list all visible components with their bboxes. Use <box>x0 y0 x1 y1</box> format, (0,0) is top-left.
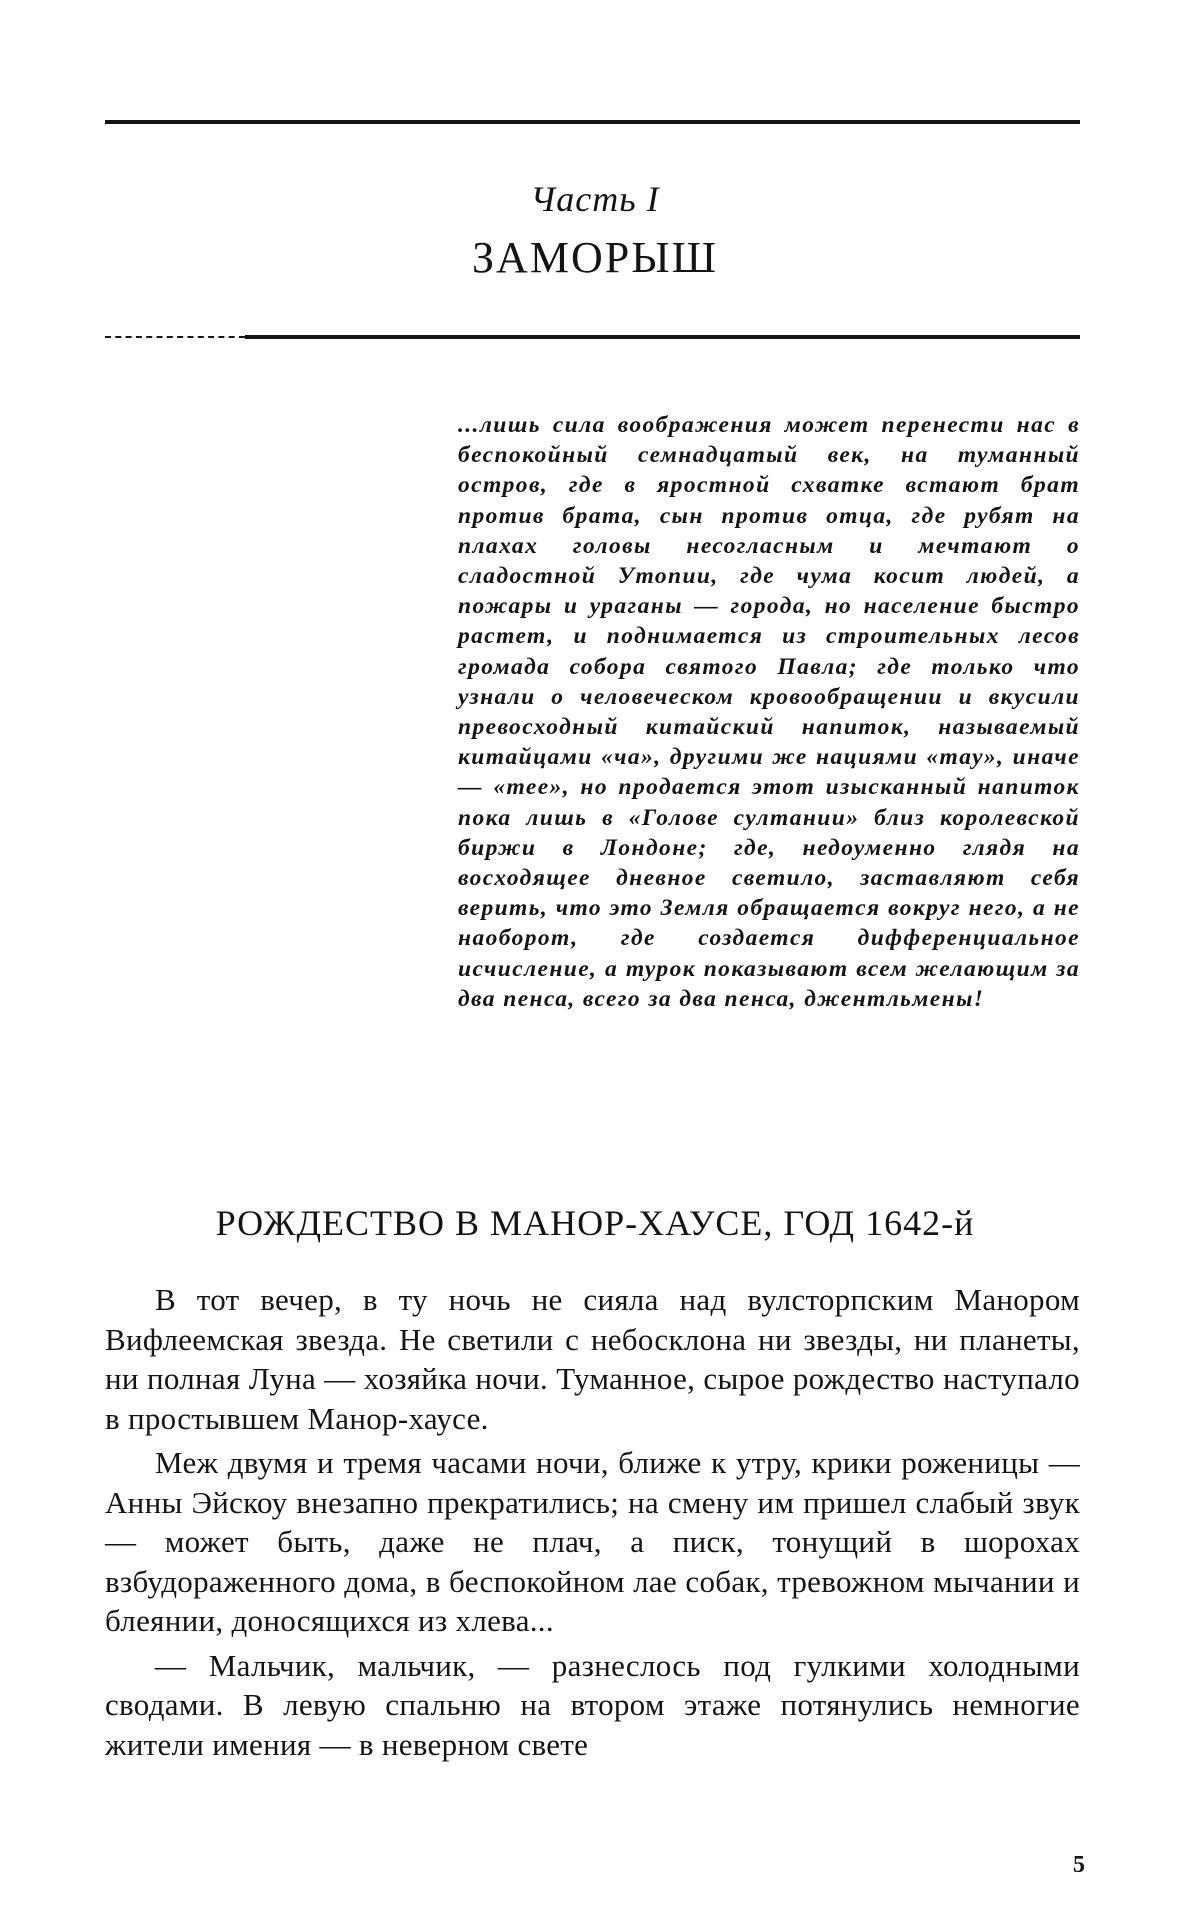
chapter-body <box>105 1280 1080 1769</box>
paragraph: Меж двумя и тремя часами ночи, ближе к утру, крики роженицы — Анны Эйскоу внезапно прекратились; на смену им пришел слабый звук — может быть, даже не плач, а писк, тонущий в шорохах взбудораженного дома, в беспокойном лае собак, тревожном мычании и блеянии, доносящихся из хлева... <box>105 1443 1080 1641</box>
bottom-rule <box>245 335 1080 339</box>
part-label: Часть I <box>0 178 1190 220</box>
top-rule <box>105 120 1080 124</box>
paragraph: В тот вечер, в ту ночь не сияла над вулсторпским Манором Вифлеемская звезда. Не светили с небосклона ни звезды, ни планеты, ни полная Луна — хозяйка ночи. Туманное, сырое рождество наступало в простывшем Манор-хаусе. <box>105 1280 1080 1438</box>
bottom-rule-dashed-segment <box>105 336 245 338</box>
page-number: 5 <box>1073 1852 1085 1879</box>
paragraph: — Мальчик, мальчик, — разнеслось под гулкими холодными сводами. В левую спальню на втором этаже потянулись немногие жители имения — в неверном свете <box>105 1646 1080 1765</box>
chapter-title: РОЖДЕСТВО В МАНОР-ХАУСЕ, ГОД 1642-й <box>0 1202 1190 1244</box>
epigraph: ...лишь сила воображения может перенести нас в беспокойный семнадцатый век, на туманный остров, где в яростной схватке встают брат против брата, сын против отца, где рубят на плахах головы несогласным и мечтают о сладостной Утопии, где чума косит людей, а пожары и ураганы — города, но население быстро растет, и поднимается из строительных лесов громада собора святого Павла; где только что узнали о человеческом кровообращении и вкусили превосходный китайский напиток, называемый китайцами «ча», другими же нациями «тау», иначе — «тее», но продается этот изысканный напиток пока лишь в «Голове султании» близ королевской биржи в Лондоне; где, недоуменно глядя на восходящее дневное светило, заставляют себя верить, что это Земля обращается вокруг него, а не наоборот, где создается дифференциальное исчисление, а турок показывают всем желающим за два пенса, всего за два пенса, джентльмены! <box>458 410 1080 1014</box>
part-title: ЗАМОРЫШ <box>0 232 1190 283</box>
